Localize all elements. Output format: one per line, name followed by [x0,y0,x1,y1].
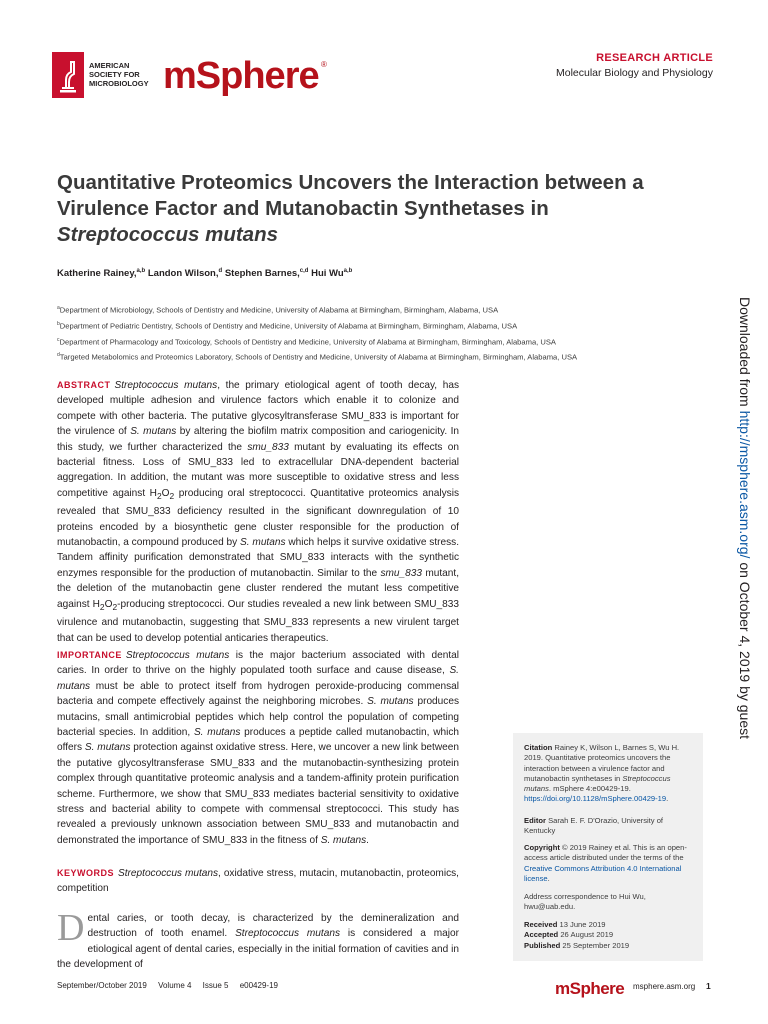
journal-url[interactable]: msphere.asm.org [633,982,696,991]
abstract-label: ABSTRACT [57,380,111,390]
volume: Volume 4 [158,981,192,990]
abstract-text: which helps it survive oxidative stress. Tandem affinity purification demonstrated that SMU_833 interacts with the synthetic enzymes responsible for the production of mutanobactin. Similar to the [57,537,459,579]
accepted-label: Accepted [524,930,559,940]
received-label: Received [524,920,558,929]
abstract-text: , the primary etiological agent of tooth decay, has developed multiple adhesion and virulence factors which enable it to colonize and compete with other bacteria. The putative glycosyltransferase SMU_833 is important for the virulence of [57,380,459,438]
footer-journal-logo [555,977,625,999]
copyright [524,843,696,884]
citation-label: Citation [524,743,553,752]
abstract-text: -producing streptococci. Our studies revealed a new link between SMU_833 virulence and mutanobactin, suggesting that SMU_833 represents a new virulent target that can be used to develop potential anticaries therapeutics. [57,598,459,644]
footer-logo-text: mSphere [555,979,625,998]
affiliation-sup: a [57,305,60,311]
intro-text: Streptococcus mutans [235,928,341,940]
affiliation-text: Department of Microbiology, Schools of Dentistry and Medicine, University of Alabama at Birmingham, Birmingham, Alabama, USA [59,305,499,315]
keyword: Streptococcus mutans [118,868,219,879]
citation [524,743,696,805]
keyword-list: , oxidative stress, mutacin, mutanobactin, proteomics, competition [57,868,459,895]
abstract-text: S. mutans [240,537,286,549]
citation-text: . mSphere 4:e00429-19. [548,784,631,794]
intro-paragraph [57,907,459,973]
copyright-text: . [547,873,550,883]
author-name[interactable]: Landon Wilson, [147,268,219,280]
abstract [57,378,459,646]
abstract-text: Streptococcus mutans [114,380,218,391]
society-line-2: SOCIETY FOR [89,70,140,79]
copyright-label: Copyright [524,843,560,852]
intro-text: ental caries, or tooth decay, is characterized by the demineralization and destruction of tooth enamel. [87,913,459,940]
msphere-site-link[interactable]: http://msphere.asm.org/ [737,410,753,559]
subscript: 2 [99,601,105,612]
importance [57,648,459,848]
editor [524,816,696,837]
published-label: Published [524,940,561,950]
intro-text: is considered a major etiological agent of dental caries, especially in the initial formation of cavities and in the development of [57,928,459,971]
importance-text: Streptococcus mutans [125,650,230,661]
subscript: 2 [156,490,162,501]
subscript: 2 [169,490,175,501]
abstract-text: O [104,598,113,610]
microscope-icon [52,52,84,98]
affiliation-sup: d [57,352,60,358]
title-line-1: Quantitative Proteomics Uncovers the Interaction between a [57,171,644,194]
keywords-label: KEYWORDS [57,868,115,878]
importance-text: S. mutans [320,834,367,846]
abstract-text: O [161,487,170,499]
issue: Issue 5 [202,981,229,990]
license-link[interactable]: Creative Commons Attribution 4.0 International license [524,863,682,883]
importance-text: S. mutans [193,727,241,739]
dates [524,920,696,951]
author-name[interactable]: Stephen Barnes, [224,268,300,280]
affiliation [57,352,697,362]
footer-issue-info [57,981,287,990]
author-affil-sup: c,d [299,268,309,274]
importance-text: protection against oxidative stress. Here, we uncover a new link between the putative glycosyltransferase SMU_833 and the mutanobactin-synthesizing protein complex through quantitative proteomic analysis and a tandem-affinity protein purification scheme. Furthermore, we show that SMU_833 mediates bacterial sensitivity to oxidative stress and bacterial ability to compete with commensal streptococci. This study has revealed a previously unknown association between SMU_833 and mutanobactin and demonstrated the importance of SMU_833 in the fitness of [57,742,459,846]
affiliation [57,321,697,331]
editor-text: Sarah E. F. D'Orazio, University of Kentucky [524,816,664,836]
society-line-1: AMERICAN [89,61,130,70]
article-type: RESEARCH ARTICLE [596,52,713,64]
abstract-text: mutant by evaluating its effects on bacterial fitness. Loss of SMU_833 led to extracellular DNA-dependent bacterial aggregation. In addition, the mutant was more susceptible to oxidative stress and less competitive against H [57,441,459,499]
editor-label: Editor [524,816,546,825]
importance-text: produces mutacins, small antimicrobial peptides which help control the population of competing bacterial species. In addition, [57,696,459,739]
received-date: 13 June 2019 [559,920,606,929]
author-name[interactable]: Katherine Rainey, [57,268,137,280]
article-id: e00429-19 [239,981,278,990]
author-affil-sup: a,b [343,268,353,274]
article-title [57,170,717,248]
affiliation-sup: b [57,321,60,327]
importance-text: S. mutans [367,696,414,708]
keywords [57,866,459,897]
author-affil-sup: a,b [136,268,146,274]
affiliation-text: Department of Pharmacology and Toxicology, Schools of Dentistry and Medicine, University of Alabama at Birmingham, Birmingham, Alabama, USA [59,337,556,347]
society-line-3: MICROBIOLOGY [89,79,149,88]
affiliation [57,305,697,315]
download-note-text: Downloaded from [737,296,753,407]
download-note-text: on October 4, 2019 by guest [737,562,753,740]
author-affil-sup: d [218,268,223,274]
affiliation [57,337,697,347]
importance-text: produces a peptide called mutanobactin, which offers [57,727,459,754]
correspondence: Address correspondence to Hui Wu, hwu@uab.edu. [524,892,646,912]
citation-text: Streptococcus mutans [524,773,671,794]
abstract-text: smu_833 [380,567,422,579]
published-date: 25 September 2019 [562,940,630,950]
abstract-text: smu_833 [247,441,289,453]
importance-text: S. mutans [84,742,131,754]
importance-text: is the major bacterium associated with dental caries. In order to thrive on the highly populated tooth surface and cause disease, [57,650,459,677]
journal-logo [163,50,328,102]
affiliation-sup: c [57,337,60,343]
doi-link[interactable]: https://doi.org/10.1128/mSphere.00429-19 [524,794,667,804]
subscript: 2 [112,601,118,612]
download-note [733,268,753,768]
affiliation-text: Targeted Metabolomics and Proteomics Laboratory, Schools of Dentistry and Medicine, University of Alabama at Birmingham, Birmingham, Alabama, USA [59,352,578,362]
accepted-date: 26 August 2019 [560,930,614,940]
issue-date: September/October 2019 [57,981,147,990]
importance-text: must be able to protect itself from hydrogen peroxide-producing commensal bacteria and compete effectively against the neighboring microbes. [57,680,459,708]
society-name [89,61,161,88]
subject-category: Molecular Biology and Physiology [555,67,713,79]
author-name[interactable]: Hui Wu [311,268,344,280]
abstract-text: by altering the biofilm matrix composition and cariogenicity. In this study, we further characterized the [57,426,459,453]
citation-text: Rainey K, Wilson L, Barnes S, Wu H. 2019. Quantitative proteomics uncovers the interaction between a virulence factor and mutanobactin synthetases in [524,743,680,783]
abstract-text: producing oral streptococci. Quantitative proteomics analysis revealed that SMU_833 deficiency resulted in the significant downregulation of 10 proteins encoded by a biosynthetic gene cluster responsible for the production of mutanobactin, a compound produced by [57,487,459,549]
affiliation-text: Department of Pediatric Dentistry, Schools of Dentistry and Medicine, University of Alabama at Birmingham, Birmingham, Alabama, USA [59,321,518,331]
copyright-text: © 2019 Rainey et al. This is an open-access article distributed under the terms of the [524,843,687,863]
journal-logo-text: mSphere [163,55,319,97]
title-line-3: Streptococcus mutans [57,223,278,246]
abstract-text: mutant, the deletion of the mutanobactin gene cluster rendered the mutant less competitive against H [57,567,460,610]
asm-logo [52,52,152,100]
drop-cap: D [57,907,85,949]
abstract-text: S. mutans [130,426,177,438]
registered-icon: ® [321,60,327,69]
author-list [57,268,677,279]
page-number: 1 [706,981,711,991]
importance-text: . [366,834,369,846]
citation-text: . [666,794,669,804]
title-line-2: Virulence Factor and Mutanobactin Synthetases in [57,197,549,220]
importance-label: IMPORTANCE [57,650,122,660]
importance-text: S. mutans [57,665,459,692]
